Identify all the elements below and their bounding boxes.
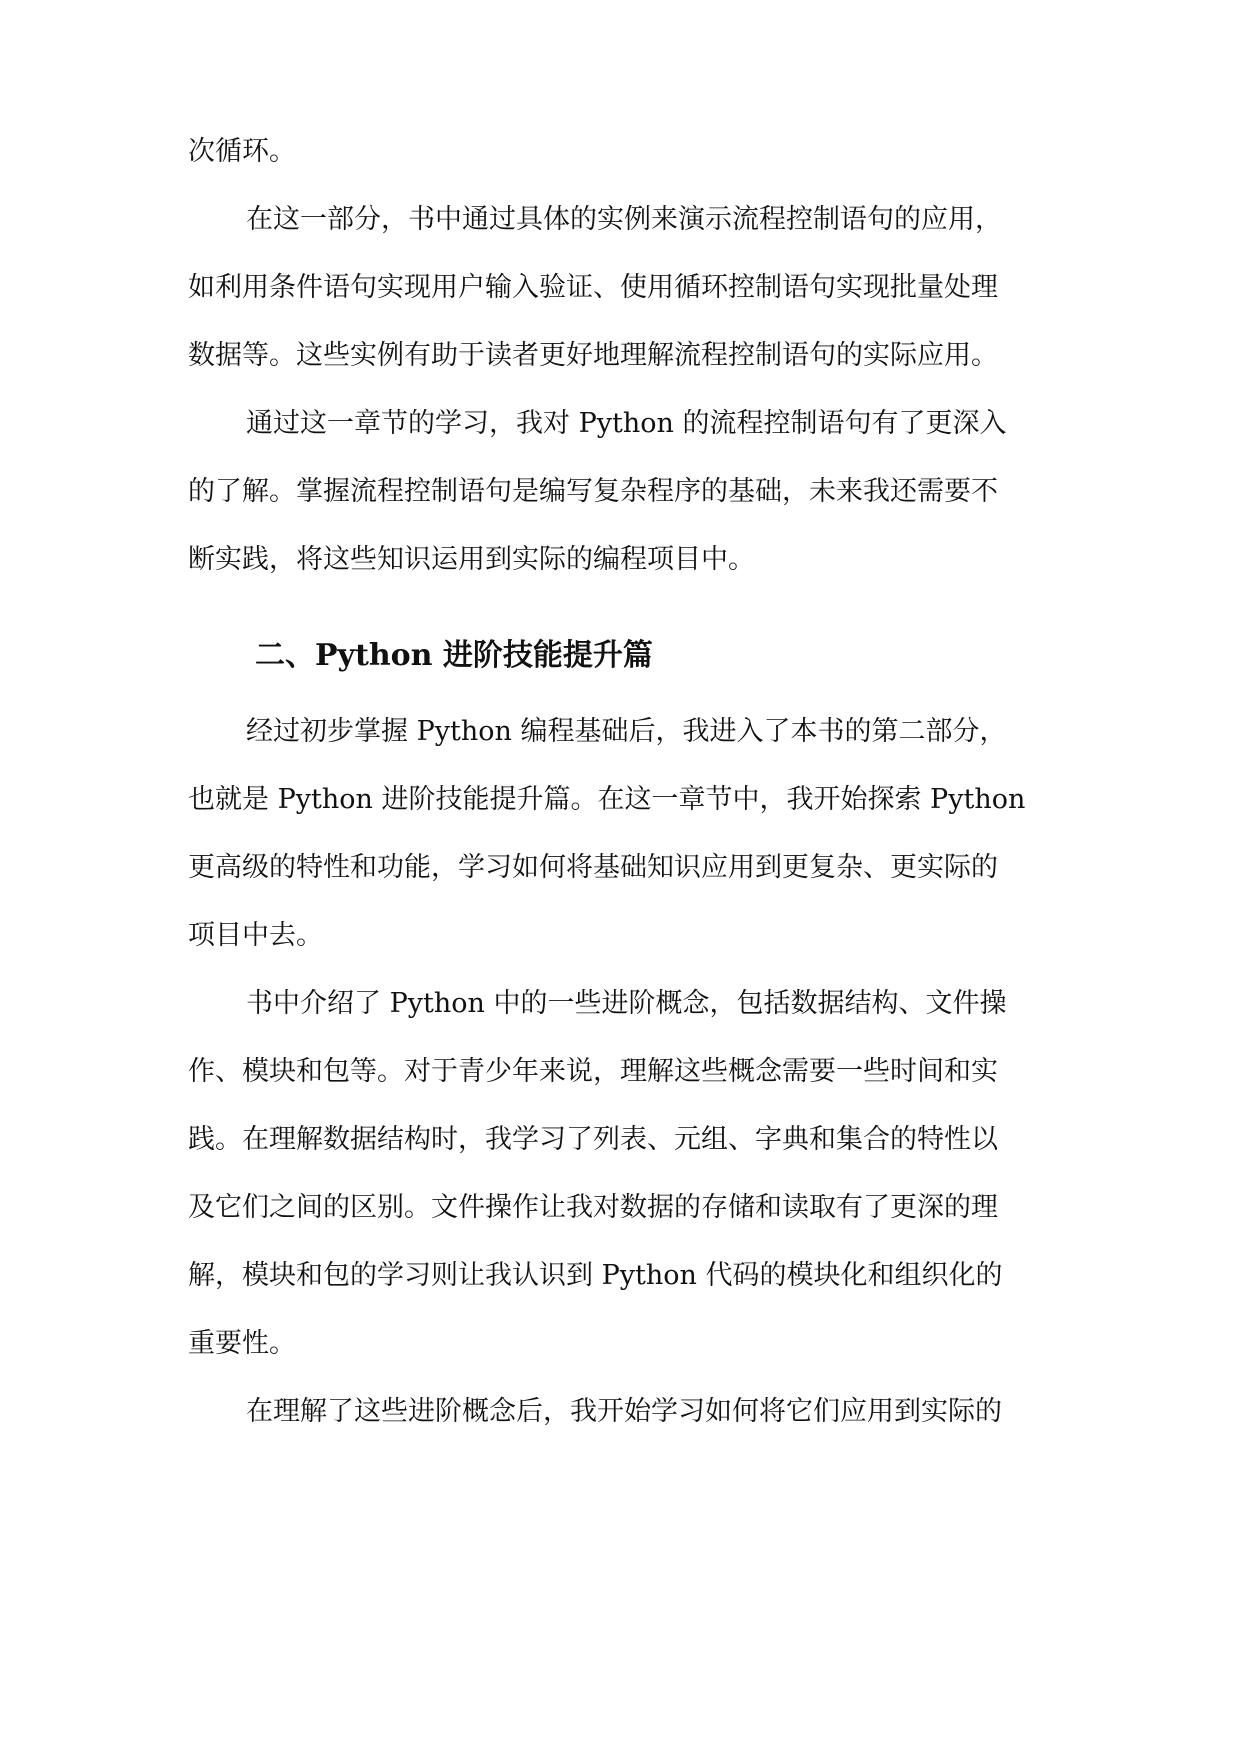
paragraph-line: 次循环。 (188, 136, 296, 167)
paragraph-line: 的了解。掌握流程控制语句是编写复杂程序的基础，未来我还需要不 (188, 476, 998, 507)
paragraph-line: 经过初步掌握 Python 编程基础后，我进入了本书的第二部分， (246, 716, 1007, 747)
paragraph-line: 作、模块和包等。对于青少年来说，理解这些概念需要一些时间和实 (188, 1056, 998, 1087)
paragraph-line: 如利用条件语句实现用户输入验证、使用循环控制语句实现批量处理 (188, 272, 998, 303)
paragraph-line: 项目中去。 (188, 920, 323, 951)
paragraph-line: 断实践，将这些知识运用到实际的编程项目中。 (188, 544, 755, 575)
paragraph-line: 通过这一章节的学习，我对 Python 的流程控制语句有了更深入 (246, 408, 1007, 439)
section-heading: 二、Python 进阶技能提升篇 (255, 638, 653, 673)
paragraph-line: 更高级的特性和功能，学习如何将基础知识应用到更复杂、更实际的 (188, 852, 998, 883)
paragraph-line: 也就是 Python 进阶技能提升篇。在这一章节中，我开始探索 Python (188, 784, 1026, 815)
paragraph-line: 数据等。这些实例有助于读者更好地理解流程控制语句的实际应用。 (188, 340, 998, 371)
paragraph-line: 解，模块和包的学习则让我认识到 Python 代码的模块化和组织化的 (188, 1260, 1003, 1291)
paragraph-line: 践。在理解数据结构时，我学习了列表、元组、字典和集合的特性以 (188, 1124, 998, 1155)
paragraph-line: 在理解了这些进阶概念后，我开始学习如何将它们应用到实际的 (246, 1396, 1002, 1427)
paragraph-line: 在这一部分，书中通过具体的实例来演示流程控制语句的应用， (246, 204, 1002, 235)
paragraph-line: 重要性。 (188, 1328, 296, 1359)
paragraph-line: 书中介绍了 Python 中的一些进阶概念，包括数据结构、文件操 (246, 988, 1007, 1019)
paragraph-line: 及它们之间的区别。文件操作让我对数据的存储和读取有了更深的理 (188, 1192, 998, 1223)
